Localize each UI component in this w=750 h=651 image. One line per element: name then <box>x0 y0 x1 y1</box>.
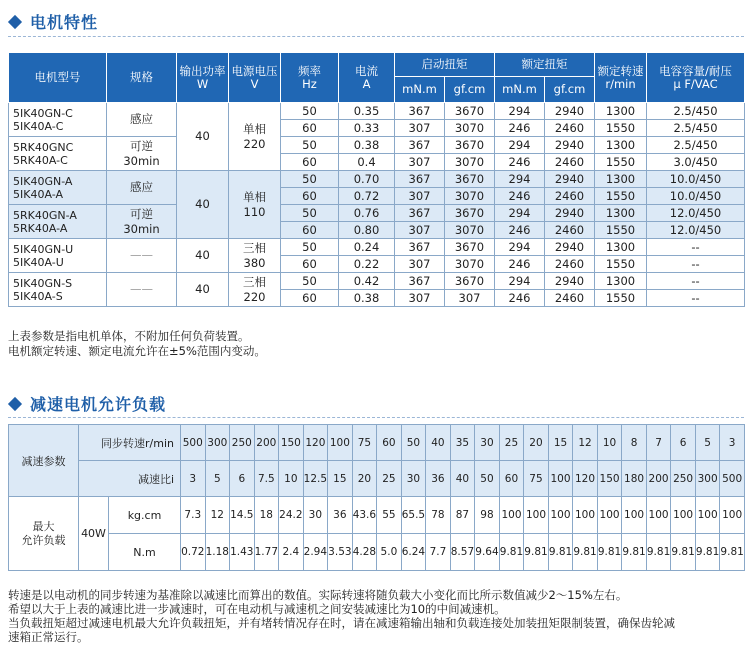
sync-speed-cell: 5 <box>695 425 720 461</box>
data-cell: 294 <box>495 273 545 290</box>
data-cell: -- <box>647 239 745 256</box>
data-cell: 2940 <box>545 205 595 222</box>
ratio-cell: 25 <box>377 461 402 497</box>
ratio-cell: 120 <box>573 461 598 497</box>
data-cell: 2940 <box>545 273 595 290</box>
nm-value-cell: 9.81 <box>622 534 647 571</box>
kgcm-value-cell: 78 <box>426 497 451 534</box>
kgcm-value-cell: 55 <box>377 497 402 534</box>
ratio-cell: 300 <box>695 461 720 497</box>
voltage-cell <box>229 103 281 171</box>
sync-speed-cell: 300 <box>205 425 230 461</box>
model-cell <box>9 137 107 171</box>
data-cell: 12.0/450 <box>647 222 745 239</box>
model-name: 5IK40GN-A <box>13 174 73 188</box>
spec-text: —— <box>130 282 153 296</box>
spec-text: 可逆 <box>130 206 153 221</box>
data-cell: 294 <box>495 205 545 222</box>
data-cell: 3.0/450 <box>647 154 745 171</box>
data-cell: 294 <box>495 137 545 154</box>
model-cell <box>9 239 107 273</box>
spec-text: 30min <box>123 221 160 236</box>
nm-value-cell: 6.24 <box>401 534 426 571</box>
voltage-cell <box>229 239 281 273</box>
ratio-cell: 30 <box>401 461 426 497</box>
model-name: 5RK40A-A <box>13 221 68 235</box>
ratio-cell: 500 <box>720 461 745 497</box>
data-cell: 60 <box>281 222 339 239</box>
note-line: 当负载扭矩超过减速电机最大允许负载扭矩，并有堵转情况存在时，请在减速箱输出轴和负载连接处加装扭矩限制装置，确保齿轮减 <box>8 616 675 630</box>
data-cell: 2460 <box>545 290 595 307</box>
data-cell: 367 <box>395 103 445 120</box>
data-cell: 0.42 <box>339 273 395 290</box>
data-cell: 0.72 <box>339 188 395 205</box>
ratio-cell: 12.5 <box>303 461 328 497</box>
sync-speed-cell: 150 <box>279 425 304 461</box>
nm-value-cell: 9.81 <box>499 534 524 571</box>
data-cell: 2460 <box>545 188 595 205</box>
ratio-cell: 150 <box>597 461 622 497</box>
section-title: 减速电机允许负载 <box>30 395 167 414</box>
model-name: 5IK40A-U <box>13 255 64 269</box>
section-divider <box>8 417 744 418</box>
data-cell: 367 <box>395 171 445 188</box>
model-name: 5IK40A-A <box>13 187 63 201</box>
kgcm-value-cell: 24.2 <box>279 497 304 534</box>
motor-characteristics-table <box>8 52 745 307</box>
data-cell: 3670 <box>445 273 495 290</box>
data-cell: 0.76 <box>339 205 395 222</box>
sync-speed-cell: 7 <box>646 425 671 461</box>
data-cell: 2460 <box>545 120 595 137</box>
section-divider <box>8 36 744 37</box>
kgcm-value-cell: 100 <box>646 497 671 534</box>
kgcm-value-cell: 7.3 <box>181 497 206 534</box>
kgcm-value-cell: 12 <box>205 497 230 534</box>
spec-cell <box>107 273 177 307</box>
data-cell: 50 <box>281 273 339 290</box>
data-cell: 2.5/450 <box>647 103 745 120</box>
data-cell: 1300 <box>595 273 647 290</box>
ratio-label-cell: 减速比i <box>79 461 181 497</box>
kgcm-value-cell: 100 <box>573 497 598 534</box>
kgcm-value-cell: 36 <box>328 497 353 534</box>
power-cell: 40 <box>177 103 229 171</box>
nm-value-cell: 5.0 <box>377 534 402 571</box>
allowable-load-table <box>8 424 745 571</box>
table-row <box>9 497 745 534</box>
power-cell: 40 <box>177 171 229 239</box>
spec-cell <box>107 137 177 171</box>
header-start-mnm: mN.m <box>395 77 445 103</box>
data-cell: 294 <box>495 103 545 120</box>
data-cell: 307 <box>395 256 445 273</box>
ratio-cell: 6 <box>230 461 255 497</box>
table-row <box>9 273 745 290</box>
diamond-bullet-icon <box>8 14 22 28</box>
data-cell: 0.33 <box>339 120 395 137</box>
voltage-cell <box>229 171 281 239</box>
data-cell: 1300 <box>595 171 647 188</box>
kgcm-value-cell: 100 <box>524 497 549 534</box>
nm-value-cell: 9.81 <box>720 534 745 571</box>
header-start-torque: 启动扭矩 <box>395 53 495 77</box>
data-cell: 50 <box>281 205 339 222</box>
header-start-gfcm: gf.cm <box>445 77 495 103</box>
sync-speed-cell: 20 <box>524 425 549 461</box>
kgcm-value-cell: 43.6 <box>352 497 377 534</box>
sync-label-cell: 同步转速r/min <box>79 425 181 461</box>
model-name: 5IK40GN-S <box>13 276 73 290</box>
data-cell: 2940 <box>545 171 595 188</box>
data-cell: 10.0/450 <box>647 188 745 205</box>
power-cell: 40 <box>177 273 229 307</box>
model-cell <box>9 103 107 137</box>
data-cell: 0.4 <box>339 154 395 171</box>
data-cell: 307 <box>395 290 445 307</box>
sync-speed-cell: 30 <box>475 425 500 461</box>
kgcm-value-cell: 14.5 <box>230 497 255 534</box>
data-cell: 3670 <box>445 171 495 188</box>
spec-text: 感应 <box>130 112 153 126</box>
table-row <box>9 205 745 222</box>
ratio-cell: 10 <box>279 461 304 497</box>
data-cell: 0.70 <box>339 171 395 188</box>
kgcm-value-cell: 65.5 <box>401 497 426 534</box>
nm-value-cell: 7.7 <box>426 534 451 571</box>
kgcm-value-cell: 18 <box>254 497 279 534</box>
nm-value-cell: 9.81 <box>548 534 573 571</box>
data-cell: 2940 <box>545 103 595 120</box>
spec-text: —— <box>130 248 153 262</box>
kgcm-value-cell: 100 <box>548 497 573 534</box>
data-cell: 1300 <box>595 103 647 120</box>
data-cell: 2460 <box>545 222 595 239</box>
sync-speed-cell: 8 <box>622 425 647 461</box>
model-cell <box>9 171 107 205</box>
sync-speed-cell: 75 <box>352 425 377 461</box>
sync-speed-cell: 25 <box>499 425 524 461</box>
data-cell: 50 <box>281 171 339 188</box>
data-cell: -- <box>647 273 745 290</box>
diamond-bullet-icon <box>8 396 22 410</box>
ratio-cell: 60 <box>499 461 524 497</box>
kgcm-value-cell: 100 <box>671 497 696 534</box>
note-line: 电机额定转速、额定电流允许在±5%范围内变动。 <box>8 344 266 358</box>
sync-speed-cell: 3 <box>720 425 745 461</box>
ratio-cell: 7.5 <box>254 461 279 497</box>
note-line: 希望以大于上表的减速比进一步减速时，可在电动机与减速机之间安装减速比为10的中间减速机。 <box>8 602 506 616</box>
kgcm-value-cell: 87 <box>450 497 475 534</box>
sync-speed-cell: 40 <box>426 425 451 461</box>
voltage-text: 三相 <box>243 240 266 255</box>
data-cell: 2460 <box>545 256 595 273</box>
voltage-text: 单相 <box>243 121 266 136</box>
spec-cell <box>107 103 177 137</box>
nm-value-cell: 8.57 <box>450 534 475 571</box>
data-cell: 2940 <box>545 239 595 256</box>
voltage-text: 110 <box>243 204 266 219</box>
nm-value-cell: 1.77 <box>254 534 279 571</box>
nm-value-cell: 3.53 <box>328 534 353 571</box>
data-cell: 3670 <box>445 205 495 222</box>
spec-cell <box>107 171 177 205</box>
data-cell: 3670 <box>445 239 495 256</box>
data-cell: 0.35 <box>339 103 395 120</box>
nm-value-cell: 9.81 <box>573 534 598 571</box>
voltage-text: 三相 <box>243 274 266 289</box>
data-cell: 0.38 <box>339 137 395 154</box>
note-line: 上表参数是指电机单体，不附加任何负荷装置。 <box>8 329 250 343</box>
sync-speed-cell: 6 <box>671 425 696 461</box>
data-cell: 50 <box>281 103 339 120</box>
table-row <box>9 461 745 497</box>
model-name: 5RK40A-C <box>13 153 68 167</box>
power-cell: 40 <box>177 239 229 273</box>
ratio-cell: 200 <box>646 461 671 497</box>
ratio-cell: 100 <box>548 461 573 497</box>
data-cell: 1550 <box>595 256 647 273</box>
data-cell: 2940 <box>545 137 595 154</box>
voltage-text: 380 <box>243 255 266 270</box>
data-cell: 2.5/450 <box>647 137 745 154</box>
sync-speed-cell: 120 <box>303 425 328 461</box>
data-cell: 1550 <box>595 120 647 137</box>
data-cell: 307 <box>445 290 495 307</box>
data-cell: 246 <box>495 120 545 137</box>
header-current: 电流 A <box>339 53 395 103</box>
voltage-text: 220 <box>243 289 266 304</box>
data-cell: 1550 <box>595 154 647 171</box>
data-cell: 1300 <box>595 239 647 256</box>
data-cell: 3670 <box>445 103 495 120</box>
table-row <box>9 425 745 461</box>
data-cell: 3670 <box>445 137 495 154</box>
data-cell: 246 <box>495 290 545 307</box>
data-cell: 60 <box>281 154 339 171</box>
spec-text: 可逆 <box>130 138 153 153</box>
data-cell: 294 <box>495 171 545 188</box>
model-name: 5IK40A-S <box>13 289 63 303</box>
data-cell: 2.5/450 <box>647 120 745 137</box>
data-cell: 307 <box>395 154 445 171</box>
sync-speed-cell: 50 <box>401 425 426 461</box>
note-line: 转速是以电动机的同步转速为基准除以减速比而算出的数值。实际转速将随负载大小变化而比所示数值减少2～15%左右。 <box>8 588 628 602</box>
ratio-cell: 180 <box>622 461 647 497</box>
data-cell: 60 <box>281 120 339 137</box>
data-cell: 367 <box>395 205 445 222</box>
sync-speed-cell: 500 <box>181 425 206 461</box>
data-cell: 1550 <box>595 290 647 307</box>
voltage-text: 220 <box>243 136 266 151</box>
data-cell: 1300 <box>595 137 647 154</box>
unit-kgcm-cell: kg.cm <box>109 497 181 534</box>
section-title: 电机特性 <box>30 13 99 32</box>
sync-speed-cell: 15 <box>548 425 573 461</box>
data-cell: 50 <box>281 137 339 154</box>
data-cell: 1550 <box>595 222 647 239</box>
nm-value-cell: 1.18 <box>205 534 230 571</box>
unit-nm-cell: N.m <box>109 534 181 571</box>
nm-value-cell: 2.94 <box>303 534 328 571</box>
sync-speed-cell: 200 <box>254 425 279 461</box>
nm-value-cell: 9.64 <box>475 534 500 571</box>
data-cell: 3070 <box>445 256 495 273</box>
nm-value-cell: 1.43 <box>230 534 255 571</box>
data-cell: 3070 <box>445 154 495 171</box>
data-cell: 1550 <box>595 188 647 205</box>
model-name: 5RK40GN-A <box>13 208 77 222</box>
header-rated-torque: 额定扭矩 <box>495 53 595 77</box>
data-cell: 60 <box>281 256 339 273</box>
data-cell: 0.24 <box>339 239 395 256</box>
power-cell: 40W <box>79 497 109 571</box>
ratio-cell: 3 <box>181 461 206 497</box>
nm-value-cell: 9.81 <box>646 534 671 571</box>
nm-value-cell: 9.81 <box>524 534 549 571</box>
model-cell <box>9 273 107 307</box>
max-load-label: 最大 <box>32 519 55 533</box>
data-cell: 60 <box>281 290 339 307</box>
data-cell: -- <box>647 256 745 273</box>
data-cell: 246 <box>495 222 545 239</box>
kgcm-value-cell: 100 <box>499 497 524 534</box>
data-cell: 246 <box>495 188 545 205</box>
ratio-cell: 36 <box>426 461 451 497</box>
voltage-cell <box>229 273 281 307</box>
data-cell: 0.80 <box>339 222 395 239</box>
note-line: 速箱正常运行。 <box>8 630 89 644</box>
data-cell: 50 <box>281 239 339 256</box>
ratio-cell: 40 <box>450 461 475 497</box>
max-load-label-cell <box>9 497 79 571</box>
param-label-cell: 减速参数 <box>9 425 79 497</box>
model-name: 5RK40GNC <box>13 140 74 154</box>
sync-speed-cell: 100 <box>328 425 353 461</box>
header-rated-speed: 额定转速 r/min <box>595 53 647 103</box>
kgcm-value-cell: 100 <box>720 497 745 534</box>
data-cell: 3070 <box>445 222 495 239</box>
data-cell: 0.38 <box>339 290 395 307</box>
data-cell: 294 <box>495 239 545 256</box>
nm-value-cell: 2.4 <box>279 534 304 571</box>
section-header-allowable-load <box>8 392 166 415</box>
header-model: 电机型号 <box>9 53 107 103</box>
ratio-cell: 20 <box>352 461 377 497</box>
spec-cell <box>107 205 177 239</box>
sync-speed-cell: 250 <box>230 425 255 461</box>
nm-value-cell: 9.81 <box>597 534 622 571</box>
data-cell: 60 <box>281 188 339 205</box>
data-cell: 367 <box>395 137 445 154</box>
model-name: 5IK40GN-U <box>13 242 74 256</box>
voltage-text: 单相 <box>243 189 266 204</box>
header-freq: 频率 Hz <box>281 53 339 103</box>
data-cell: 10.0/450 <box>647 171 745 188</box>
table-row <box>9 103 745 120</box>
ratio-cell: 75 <box>524 461 549 497</box>
table-row <box>9 239 745 256</box>
model-name: 5IK40A-C <box>13 119 64 133</box>
data-cell: -- <box>647 290 745 307</box>
header-rated-gfcm: gf.cm <box>545 77 595 103</box>
table-row <box>9 137 745 154</box>
data-cell: 3070 <box>445 188 495 205</box>
data-cell: 3070 <box>445 120 495 137</box>
sync-speed-cell: 35 <box>450 425 475 461</box>
header-spec: 规格 <box>107 53 177 103</box>
data-cell: 307 <box>395 188 445 205</box>
data-cell: 307 <box>395 120 445 137</box>
model-cell <box>9 205 107 239</box>
spec-text: 感应 <box>130 180 153 194</box>
table-row <box>9 534 745 571</box>
ratio-cell: 15 <box>328 461 353 497</box>
sync-speed-cell: 12 <box>573 425 598 461</box>
sync-speed-cell: 60 <box>377 425 402 461</box>
data-cell: 2460 <box>545 154 595 171</box>
header-rated-mnm: mN.m <box>495 77 545 103</box>
nm-value-cell: 9.81 <box>695 534 720 571</box>
data-cell: 0.22 <box>339 256 395 273</box>
data-cell: 246 <box>495 154 545 171</box>
spec-text: 30min <box>123 153 160 168</box>
ratio-cell: 50 <box>475 461 500 497</box>
max-load-label: 允许负载 <box>21 533 66 547</box>
ratio-cell: 5 <box>205 461 230 497</box>
ratio-cell: 250 <box>671 461 696 497</box>
kgcm-value-cell: 100 <box>597 497 622 534</box>
data-cell: 1300 <box>595 205 647 222</box>
kgcm-value-cell: 100 <box>622 497 647 534</box>
nm-value-cell: 4.28 <box>352 534 377 571</box>
data-cell: 246 <box>495 256 545 273</box>
header-voltage: 电源电压 V <box>229 53 281 103</box>
data-cell: 367 <box>395 273 445 290</box>
sync-speed-cell: 10 <box>597 425 622 461</box>
data-cell: 367 <box>395 239 445 256</box>
spec-cell <box>107 239 177 273</box>
table-row <box>9 171 745 188</box>
nm-value-cell: 9.81 <box>671 534 696 571</box>
data-cell: 307 <box>395 222 445 239</box>
kgcm-value-cell: 98 <box>475 497 500 534</box>
header-capacitor: 电容容量/耐压 μ F/VAC <box>647 53 745 103</box>
header-power: 输出功率 W <box>177 53 229 103</box>
model-name: 5IK40GN-C <box>13 106 73 120</box>
section-header-motor-characteristics <box>8 10 98 33</box>
nm-value-cell: 0.72 <box>181 534 206 571</box>
kgcm-value-cell: 100 <box>695 497 720 534</box>
data-cell: 12.0/450 <box>647 205 745 222</box>
kgcm-value-cell: 30 <box>303 497 328 534</box>
